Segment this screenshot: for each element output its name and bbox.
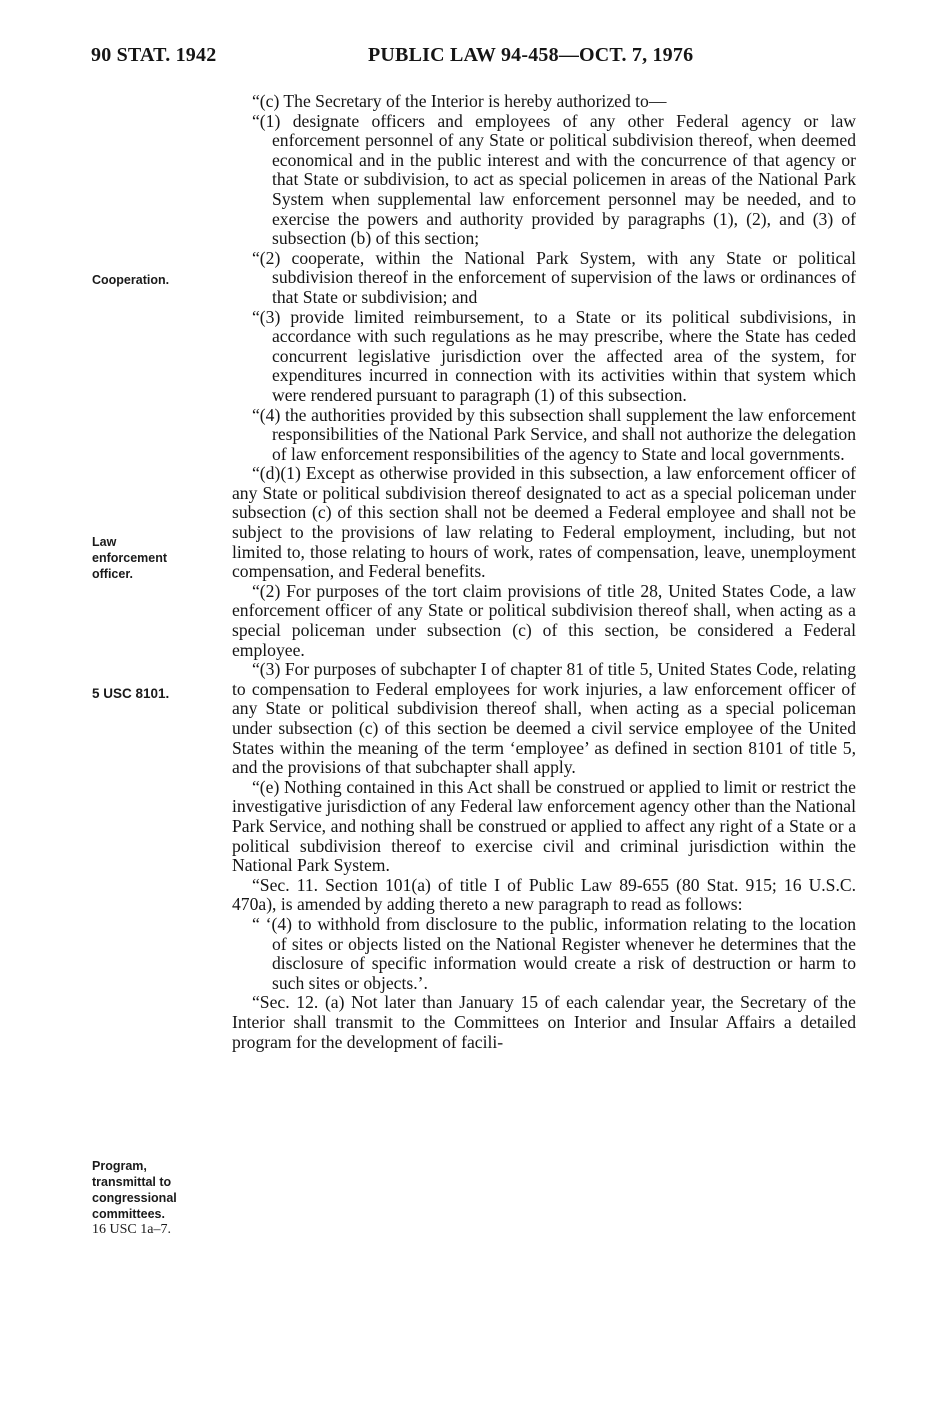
margin-note-line: 16 USC 1a–7. — [92, 1222, 171, 1237]
stat-page-reference: 90 STAT. 1942 — [91, 44, 217, 66]
margin-note-line: enforcement — [92, 551, 168, 565]
margin-note-line: committees. — [92, 1207, 165, 1221]
paragraph-c-4: “(4) the authorities provided by this subsection shall supplement the law enforcement responsibilities of the National Park Service, and shall not authorize the delegation of law enforcement responsibilities of the agency to State and local governments. — [252, 404, 856, 464]
margin-note-line: officer. — [92, 567, 133, 581]
paragraph-c-2: “(2) cooperate, within the National Park System, with any State or political subdivision thereof in the enforcement of supervision of the laws or ordinances of that State or subdivision; and — [252, 247, 856, 307]
subsection-d-2: “(2) For purposes of the tort claim provisions of title 28, United States Code, a law enforcement officer of any State or political subdivision thereof shall, when acting as a special policeman under subsection (c) of this section, be considered a Federal employee. — [232, 580, 856, 660]
margin-note-line: Program, — [92, 1159, 147, 1173]
section-11-quoted-paragraph: “ ‘(4) to withhold from disclosure to the public, information relating to the location of sites or objects listed on the National Register whenever he determines that the disclosure of specific information would create a risk of destruction or harm to such sites or objects.’. — [252, 913, 856, 993]
margin-note-cooperation — [92, 272, 169, 288]
margin-note-line: 5 USC 8101. — [92, 686, 170, 701]
margin-note-5-usc-8101 — [92, 686, 169, 702]
subsection-d-3: “(3) For purposes of subchapter I of chapter 81 of title 5, United States Code, relating to compensation to Federal employees for work injuries, a law enforcement officer of any State or political subdivision thereof shall, when acting as a special policeman under subsection (c) of this section be deemed a civil service employee of the United States within the meaning of the term ‘employee’ as defined in section 8101 of title 5, and the provisions of that subchapter shall apply. — [232, 659, 856, 778]
subsection-c-intro: “(c) The Secretary of the Interior is hereby authorized to— — [252, 91, 667, 111]
paragraph-c-3: “(3) provide limited reimbursement, to a State or its political subdivisions, in accordance with such regulations as he may prescribe, where the State has ceded concurrent legislative jurisdiction over the affected area of the system, for expenditures incurred in connection with its activities within that system which were rendered pursuant to paragraph (1) of this subsection. — [252, 306, 856, 405]
margin-note-line: congressional — [92, 1191, 177, 1205]
paragraph-c-1: “(1) designate officers and employees of any other Federal agency or law enforcement personnel of any State or political subdivision thereof, when deemed economical and in the public interest and with the concurrence of that agency or that State or subdivision, to act as special policemen in areas of the National Park System when supplemental law enforcement personnel may be needed, and to exercise the powers and authority provided by paragraphs (1), (2), and (3) of subsection (b) of this section; — [252, 110, 856, 249]
margin-note-line: transmittal to — [92, 1175, 172, 1189]
margin-note-law-enforcement-officer — [92, 534, 167, 582]
margin-note-line: Law — [92, 535, 117, 549]
subsection-e: “(e) Nothing contained in this Act shall be construed or applied to limit or restrict the investigative jurisdiction of any Federal law enforcement agency other than the National Park Service, and nothing shall be construed or applied to affect any right of a State or a political subdivision thereof to exercise civil and criminal jurisdiction within the National Park System. — [232, 776, 856, 876]
margin-note-line: Cooperation. — [92, 273, 170, 287]
running-head: PUBLIC LAW 94-458—OCT. 7, 1976 — [368, 44, 694, 66]
margin-note-program-transmittal — [92, 1158, 177, 1238]
section-12-a: “Sec. 12. (a) Not later than January 15 of each calendar year, the Secretary of the Interior shall transmit to the Committees on Interior and Insular Affairs a detailed program for the development of facili- — [232, 992, 856, 1052]
section-11: “Sec. 11. Section 101(a) of title I of Public Law 89-655 (80 Stat. 915; 16 U.S.C. 470a), is amended by adding thereto a new paragraph to read as follows: — [232, 874, 856, 915]
statute-text — [232, 92, 856, 1052]
subsection-d-1: “(d)(1) Except as otherwise provided in this subsection, a law enforcement officer of any State or political subdivision thereof designated to act as a special policeman under subsection (c) of this section shall not be deemed a Federal employee and shall not be subject to the provisions of law relating to Federal employment, including, but not limited to, those relating to hours of work, rates of compensation, leave, unemployment compensation, and Federal benefits. — [232, 463, 856, 582]
